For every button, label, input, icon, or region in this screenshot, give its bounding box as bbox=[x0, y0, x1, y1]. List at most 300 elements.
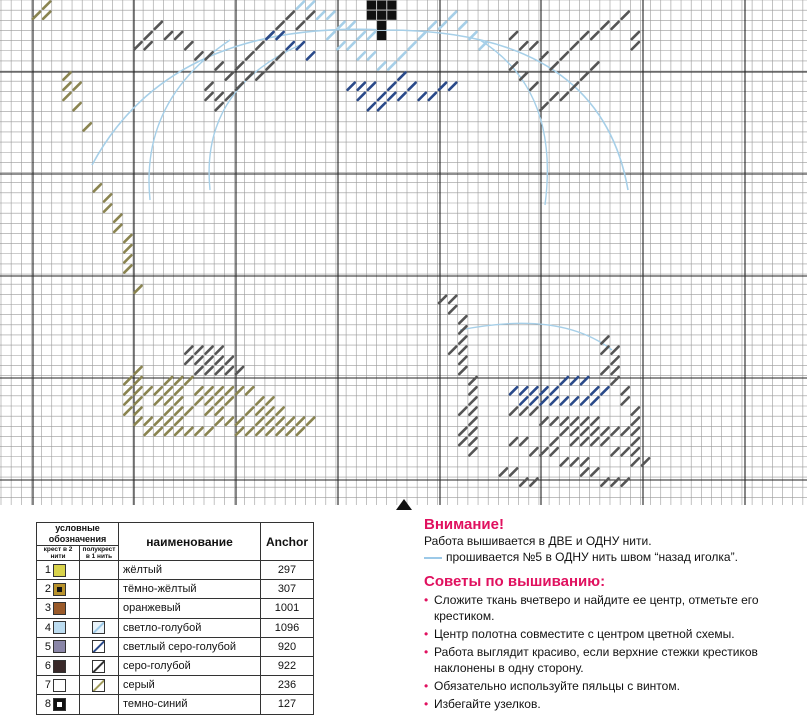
olive-stitch bbox=[165, 387, 172, 394]
olive-stitch bbox=[155, 428, 162, 435]
legend-color-name: жёлтый bbox=[119, 561, 261, 580]
gray-stitch bbox=[216, 357, 223, 364]
gray-stitch bbox=[632, 32, 639, 39]
olive-stitch bbox=[175, 418, 182, 425]
gray-stitch bbox=[520, 42, 527, 49]
backstitch-arc bbox=[149, 40, 230, 200]
olive-stitch bbox=[266, 418, 273, 425]
gray-stitch bbox=[622, 428, 629, 435]
legend-row bbox=[37, 676, 314, 695]
legend-halfcross-cell bbox=[80, 580, 119, 599]
legend-halfcross-cell bbox=[80, 676, 119, 695]
olive-stitch bbox=[226, 387, 233, 394]
olive-stitch bbox=[206, 397, 213, 404]
black-stitch bbox=[387, 11, 396, 20]
olive-stitch bbox=[104, 205, 111, 212]
olive-stitch bbox=[43, 12, 50, 19]
olive-stitch bbox=[216, 408, 223, 415]
olive-stitch bbox=[124, 255, 131, 262]
gray-stitch bbox=[601, 367, 608, 374]
olive-stitch bbox=[256, 418, 263, 425]
gray-stitch bbox=[520, 438, 527, 445]
olive-stitch bbox=[297, 418, 304, 425]
light-blue-stitch bbox=[398, 52, 405, 59]
gray-stitch bbox=[155, 22, 162, 29]
gray-stitch bbox=[530, 42, 537, 49]
gray-stitch bbox=[581, 468, 588, 475]
gray-stitch bbox=[520, 73, 527, 80]
legend-cross-cell bbox=[53, 561, 80, 580]
gray-stitch bbox=[632, 438, 639, 445]
legend-cross-cell bbox=[53, 637, 80, 656]
gray-stitch bbox=[256, 73, 263, 80]
olive-stitch bbox=[256, 397, 263, 404]
gray-stitch bbox=[601, 438, 608, 445]
color-swatch-icon bbox=[53, 564, 66, 577]
olive-stitch bbox=[175, 428, 182, 435]
legend-row bbox=[37, 656, 314, 675]
navy-stitch bbox=[419, 93, 426, 100]
tip-item: • Центр полотна совместите с центром цветной схемы. bbox=[424, 626, 804, 642]
gray-stitch bbox=[581, 32, 588, 39]
gray-stitch bbox=[216, 347, 223, 354]
gray-stitch bbox=[246, 73, 253, 80]
legend-cross-cell bbox=[53, 599, 80, 618]
color-swatch-icon bbox=[53, 583, 66, 596]
gray-stitch bbox=[449, 347, 456, 354]
legend-header-halfcross: полукрест в 1 нить bbox=[80, 546, 119, 561]
olive-stitch bbox=[124, 408, 131, 415]
halfcross-swatch-icon bbox=[92, 640, 105, 653]
legend-anchor-code: 127 bbox=[261, 695, 314, 714]
gray-stitch bbox=[449, 296, 456, 303]
gray-stitch bbox=[459, 316, 466, 323]
gray-stitch bbox=[561, 458, 568, 465]
olive-stitch bbox=[114, 215, 121, 222]
legend-header-cross: крест в 2 нити bbox=[37, 546, 80, 561]
olive-stitch bbox=[277, 428, 284, 435]
gray-stitch bbox=[581, 458, 588, 465]
olive-stitch bbox=[63, 93, 70, 100]
olive-stitch bbox=[266, 408, 273, 415]
gray-stitch bbox=[469, 448, 476, 455]
legend-anchor-code: 236 bbox=[261, 676, 314, 695]
gray-stitch bbox=[459, 428, 466, 435]
olive-stitch bbox=[307, 418, 314, 425]
tips-list bbox=[424, 592, 804, 712]
olive-stitch bbox=[165, 408, 172, 415]
olive-stitch bbox=[124, 265, 131, 272]
olive-stitch bbox=[134, 367, 141, 374]
gray-stitch bbox=[510, 438, 517, 445]
attention-title: Внимание! bbox=[424, 516, 504, 533]
gray-stitch bbox=[632, 458, 639, 465]
navy-stitch bbox=[388, 83, 395, 90]
gray-stitch bbox=[185, 357, 192, 364]
legend-row-number: 8 bbox=[37, 695, 54, 714]
gray-stitch bbox=[591, 428, 598, 435]
navy-stitch bbox=[378, 103, 385, 110]
olive-stitch bbox=[287, 418, 294, 425]
gray-stitch bbox=[277, 22, 284, 29]
olive-stitch bbox=[206, 387, 213, 394]
olive-stitch bbox=[216, 397, 223, 404]
gray-stitch bbox=[145, 42, 152, 49]
attention-line-1: Работа вышивается в ДВЕ и ОДНУ нити. bbox=[424, 534, 652, 548]
black-stitch bbox=[367, 1, 376, 10]
gray-stitch bbox=[612, 428, 619, 435]
light-blue-stitch bbox=[348, 22, 355, 29]
navy-stitch bbox=[601, 387, 608, 394]
gray-stitch bbox=[236, 367, 243, 374]
navy-stitch bbox=[398, 73, 405, 80]
legend-anchor-code: 1096 bbox=[261, 618, 314, 637]
olive-stitch bbox=[155, 418, 162, 425]
light-blue-stitch bbox=[327, 12, 334, 19]
halfcross-swatch-icon bbox=[92, 621, 105, 634]
gray-stitch bbox=[145, 32, 152, 39]
gray-stitch bbox=[612, 22, 619, 29]
gray-stitch bbox=[287, 12, 294, 19]
olive-stitch bbox=[124, 397, 131, 404]
color-swatch-icon bbox=[53, 698, 66, 711]
legend-color-name: оранжевый bbox=[119, 599, 261, 618]
gray-stitch bbox=[601, 347, 608, 354]
center-arrow-icon bbox=[396, 499, 412, 510]
olive-stitch bbox=[175, 408, 182, 415]
navy-stitch bbox=[429, 93, 436, 100]
tips-title: Советы по вышиванию: bbox=[424, 573, 606, 590]
legend-color-name: тёмно-жёлтый bbox=[119, 580, 261, 599]
gray-stitch bbox=[459, 347, 466, 354]
gray-stitch bbox=[551, 418, 558, 425]
navy-stitch bbox=[358, 93, 365, 100]
light-blue-stitch bbox=[449, 12, 456, 19]
olive-stitch bbox=[165, 397, 172, 404]
gray-stitch bbox=[591, 438, 598, 445]
gray-stitch bbox=[236, 62, 243, 69]
gray-stitch bbox=[459, 336, 466, 343]
legend-header-conditions-label: условные обозначения bbox=[48, 523, 107, 544]
legend-cross-cell bbox=[53, 695, 80, 714]
gray-stitch bbox=[195, 52, 202, 59]
gray-stitch bbox=[581, 428, 588, 435]
gray-stitch bbox=[459, 438, 466, 445]
gray-stitch bbox=[622, 387, 629, 394]
gray-stitch bbox=[510, 408, 517, 415]
gray-stitch bbox=[632, 418, 639, 425]
legend-row-number: 1 bbox=[37, 561, 54, 580]
navy-stitch bbox=[561, 397, 568, 404]
legend-anchor-code: 297 bbox=[261, 561, 314, 580]
gray-stitch bbox=[185, 347, 192, 354]
navy-stitch bbox=[368, 83, 375, 90]
navy-stitch bbox=[358, 83, 365, 90]
gray-stitch bbox=[459, 408, 466, 415]
gray-stitch bbox=[601, 336, 608, 343]
gray-stitch bbox=[551, 93, 558, 100]
gray-stitch bbox=[612, 367, 619, 374]
gray-stitch bbox=[297, 22, 304, 29]
tip-item: • Работа выглядит красиво, если верхние стежки крестиков наклонены в одну сторону. bbox=[424, 644, 804, 676]
legend-color-name: светло-голубой bbox=[119, 618, 261, 637]
navy-stitch bbox=[520, 387, 527, 394]
gray-stitch bbox=[469, 387, 476, 394]
olive-stitch bbox=[124, 387, 131, 394]
olive-stitch bbox=[236, 418, 243, 425]
olive-stitch bbox=[226, 397, 233, 404]
navy-stitch bbox=[551, 387, 558, 394]
gray-stitch bbox=[206, 83, 213, 90]
olive-stitch bbox=[175, 397, 182, 404]
legend-header-anchor: Anchor bbox=[261, 523, 314, 561]
color-swatch-icon bbox=[53, 679, 66, 692]
navy-stitch bbox=[571, 397, 578, 404]
legend-row bbox=[37, 561, 314, 580]
gray-stitch bbox=[632, 408, 639, 415]
olive-stitch bbox=[266, 397, 273, 404]
gray-stitch bbox=[206, 347, 213, 354]
legend-row-number: 5 bbox=[37, 637, 54, 656]
black-stitch bbox=[377, 21, 386, 30]
olive-stitch bbox=[185, 408, 192, 415]
gray-stitch bbox=[449, 306, 456, 313]
navy-stitch bbox=[530, 387, 537, 394]
black-stitch bbox=[377, 1, 386, 10]
gray-stitch bbox=[216, 62, 223, 69]
olive-stitch bbox=[226, 418, 233, 425]
gray-stitch bbox=[561, 418, 568, 425]
olive-stitch bbox=[236, 428, 243, 435]
gray-stitch bbox=[591, 468, 598, 475]
olive-stitch bbox=[124, 245, 131, 252]
gray-stitch bbox=[571, 428, 578, 435]
gray-stitch bbox=[561, 428, 568, 435]
light-blue-stitch bbox=[429, 22, 436, 29]
gray-stitch bbox=[601, 428, 608, 435]
olive-stitch bbox=[195, 397, 202, 404]
olive-stitch bbox=[277, 408, 284, 415]
gray-stitch bbox=[571, 418, 578, 425]
navy-stitch bbox=[378, 93, 385, 100]
navy-stitch bbox=[348, 83, 355, 90]
gray-stitch bbox=[622, 397, 629, 404]
light-blue-stitch bbox=[388, 62, 395, 69]
gray-stitch bbox=[612, 448, 619, 455]
gray-stitch bbox=[632, 448, 639, 455]
legend-halfcross-cell bbox=[80, 637, 119, 656]
backstitch-line-icon bbox=[424, 557, 442, 559]
legend-color-name: серо-голубой bbox=[119, 656, 261, 675]
legend-row-number: 3 bbox=[37, 599, 54, 618]
gray-stitch bbox=[469, 397, 476, 404]
gray-stitch bbox=[226, 73, 233, 80]
black-stitch bbox=[387, 1, 396, 10]
legend-color-name: темно-синий bbox=[119, 695, 261, 714]
olive-stitch bbox=[74, 83, 81, 90]
gray-stitch bbox=[622, 448, 629, 455]
gray-stitch bbox=[551, 62, 558, 69]
olive-stitch bbox=[256, 408, 263, 415]
black-stitch bbox=[367, 11, 376, 20]
navy-stitch bbox=[449, 83, 456, 90]
gray-stitch bbox=[612, 357, 619, 364]
olive-stitch bbox=[195, 428, 202, 435]
legend-anchor-code: 1001 bbox=[261, 599, 314, 618]
gray-stitch bbox=[571, 438, 578, 445]
gray-stitch bbox=[469, 438, 476, 445]
gray-stitch bbox=[551, 448, 558, 455]
color-swatch-icon bbox=[53, 602, 66, 615]
gray-stitch bbox=[551, 438, 558, 445]
gray-stitch bbox=[216, 367, 223, 374]
navy-stitch bbox=[388, 93, 395, 100]
light-blue-stitch bbox=[409, 42, 416, 49]
gray-stitch bbox=[622, 12, 629, 19]
legend-cross-cell bbox=[53, 618, 80, 637]
black-stitch bbox=[377, 11, 386, 20]
olive-stitch bbox=[63, 73, 70, 80]
gray-stitch bbox=[561, 52, 568, 59]
olive-stitch bbox=[124, 235, 131, 242]
gray-stitch bbox=[530, 83, 537, 90]
gray-stitch bbox=[469, 428, 476, 435]
olive-stitch bbox=[277, 418, 284, 425]
olive-stitch bbox=[94, 184, 101, 191]
gray-stitch bbox=[581, 418, 588, 425]
olive-stitch bbox=[206, 408, 213, 415]
halfcross-swatch-icon bbox=[92, 679, 105, 692]
gray-stitch bbox=[134, 42, 141, 49]
navy-stitch bbox=[591, 387, 598, 394]
color-swatch-icon bbox=[53, 640, 66, 653]
olive-stitch bbox=[84, 123, 91, 130]
olive-stitch bbox=[43, 2, 50, 9]
gray-stitch bbox=[510, 468, 517, 475]
olive-stitch bbox=[134, 397, 141, 404]
gray-stitch bbox=[195, 367, 202, 374]
olive-stitch bbox=[175, 387, 182, 394]
attention-line-2: прошивается №5 в ОДНУ нить швом “назад иголка”. bbox=[446, 550, 738, 564]
gray-stitch bbox=[612, 347, 619, 354]
legend-anchor-code: 922 bbox=[261, 656, 314, 675]
legend-row-number: 4 bbox=[37, 618, 54, 637]
olive-stitch bbox=[134, 387, 141, 394]
olive-stitch bbox=[165, 428, 172, 435]
gray-stitch bbox=[469, 418, 476, 425]
olive-stitch bbox=[134, 408, 141, 415]
gray-stitch bbox=[571, 458, 578, 465]
olive-stitch bbox=[165, 418, 172, 425]
legend-halfcross-cell bbox=[80, 599, 119, 618]
legend-color-name: светлый серо-голубой bbox=[119, 637, 261, 656]
gray-stitch bbox=[500, 468, 507, 475]
olive-stitch bbox=[185, 428, 192, 435]
light-blue-stitch bbox=[327, 32, 334, 39]
notes-panel bbox=[424, 516, 804, 714]
olive-stitch bbox=[246, 408, 253, 415]
gray-stitch bbox=[226, 357, 233, 364]
olive-stitch bbox=[236, 387, 243, 394]
olive-stitch bbox=[155, 387, 162, 394]
olive-stitch bbox=[246, 387, 253, 394]
gray-stitch bbox=[195, 347, 202, 354]
gray-stitch bbox=[226, 367, 233, 374]
gray-stitch bbox=[561, 93, 568, 100]
olive-stitch bbox=[266, 428, 273, 435]
olive-stitch bbox=[155, 397, 162, 404]
gray-stitch bbox=[307, 12, 314, 19]
light-blue-stitch bbox=[378, 62, 385, 69]
light-blue-stitch bbox=[480, 42, 487, 49]
olive-stitch bbox=[216, 387, 223, 394]
gray-stitch bbox=[530, 408, 537, 415]
tip-item: • Избегайте узелков. bbox=[424, 696, 804, 712]
legend-color-name: серый bbox=[119, 676, 261, 695]
gray-stitch bbox=[185, 42, 192, 49]
gray-stitch bbox=[581, 438, 588, 445]
gray-stitch bbox=[591, 32, 598, 39]
gray-stitch bbox=[175, 32, 182, 39]
backstitch-arc bbox=[460, 323, 612, 350]
navy-stitch bbox=[591, 397, 598, 404]
gray-stitch bbox=[206, 367, 213, 374]
legend-halfcross-cell bbox=[80, 561, 119, 580]
olive-stitch bbox=[145, 418, 152, 425]
gray-stitch bbox=[571, 42, 578, 49]
navy-stitch bbox=[520, 397, 527, 404]
olive-stitch bbox=[74, 103, 81, 110]
gray-stitch bbox=[581, 73, 588, 80]
legend-row-number: 6 bbox=[37, 656, 54, 675]
gray-stitch bbox=[165, 32, 172, 39]
light-blue-stitch bbox=[368, 52, 375, 59]
gray-stitch bbox=[459, 367, 466, 374]
tip-item: • Обязательно используйте пяльцы с винтом. bbox=[424, 678, 804, 694]
olive-stitch bbox=[145, 387, 152, 394]
gray-stitch bbox=[246, 52, 253, 59]
olive-stitch bbox=[134, 286, 141, 293]
light-blue-stitch bbox=[297, 2, 304, 9]
light-blue-stitch bbox=[317, 12, 324, 19]
gray-stitch bbox=[195, 357, 202, 364]
legend-row bbox=[37, 599, 314, 618]
navy-stitch bbox=[551, 397, 558, 404]
gray-stitch bbox=[591, 418, 598, 425]
navy-stitch bbox=[409, 83, 416, 90]
gray-stitch bbox=[469, 408, 476, 415]
gray-stitch bbox=[216, 103, 223, 110]
olive-stitch bbox=[297, 428, 304, 435]
gray-stitch bbox=[256, 42, 263, 49]
legend-halfcross-cell bbox=[80, 695, 119, 714]
light-blue-stitch bbox=[459, 22, 466, 29]
gray-stitch bbox=[216, 93, 223, 100]
navy-stitch bbox=[307, 52, 314, 59]
navy-stitch bbox=[530, 397, 537, 404]
gray-stitch bbox=[206, 93, 213, 100]
gray-stitch bbox=[510, 32, 517, 39]
color-legend-table bbox=[36, 522, 314, 715]
olive-stitch bbox=[104, 194, 111, 201]
legend-cross-cell bbox=[53, 656, 80, 675]
gray-stitch bbox=[632, 42, 639, 49]
light-blue-stitch bbox=[307, 2, 314, 9]
legend-row bbox=[37, 618, 314, 637]
gray-stitch bbox=[459, 357, 466, 364]
gray-stitch bbox=[236, 83, 243, 90]
gray-stitch bbox=[206, 357, 213, 364]
